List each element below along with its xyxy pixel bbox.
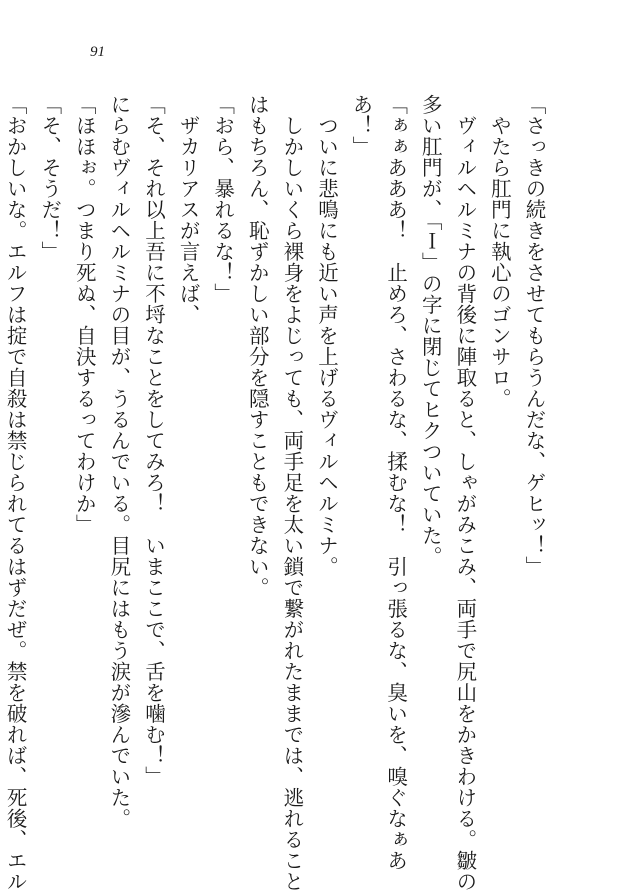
text-line: ザカリアスが言えば、 [176,94,201,325]
text-line: あ！」 [349,94,374,157]
text-line: しかしいくら裸身をよじっても、両手足を太い鎖で繋がれたままでは、逃れること [279,94,304,892]
text-line: やたら肛門に執心のゴンサロ。 [487,94,512,409]
text-line: 「そ、そうだ！」 [37,94,62,262]
text-line: 「そ、それ以上吾に不埒なことをしてみろ！ いまここで、舌を噛む！」 [141,94,166,787]
text-line: 「さっきの続きをさせてもらうんだな、ゲヒッ！」 [522,94,546,577]
vertical-text-body [0,94,551,892]
text-line: にらむヴィルヘルミナの目が、うるんでいる。目尻にはもう涙が滲んでいた。 [106,94,131,829]
text-line: ヴィルヘルミナの背後に陣取ると、しゃがみこみ、両手で尻山をかきわける。皺の [452,94,477,892]
text-line: 多い肛門が、「Ｉ」の字に閉じてヒクついていた。 [418,94,443,567]
text-line: ついに悲鳴にも近い声を上げるヴィルヘルミナ。 [314,94,339,577]
text-line: 「おら、暴れるな！」 [210,94,235,304]
text-line: 「ほほぉ。つまり死ぬ、自決するってわけか」 [72,94,97,535]
page-number: 91 [90,44,105,60]
text-line: 「おかしいな。エルフは掟で自殺は禁じられてるはずだぜ。禁を破れば、死後、エル [3,94,28,892]
text-line: はもちろん、恥ずかしい部分を隠すこともできない。 [245,94,270,598]
text-line: 「ぁぁあああ！ 止めろ、さわるな、揉むな！ 引っ張るな、臭いを、嗅ぐなぁあ [383,94,408,871]
